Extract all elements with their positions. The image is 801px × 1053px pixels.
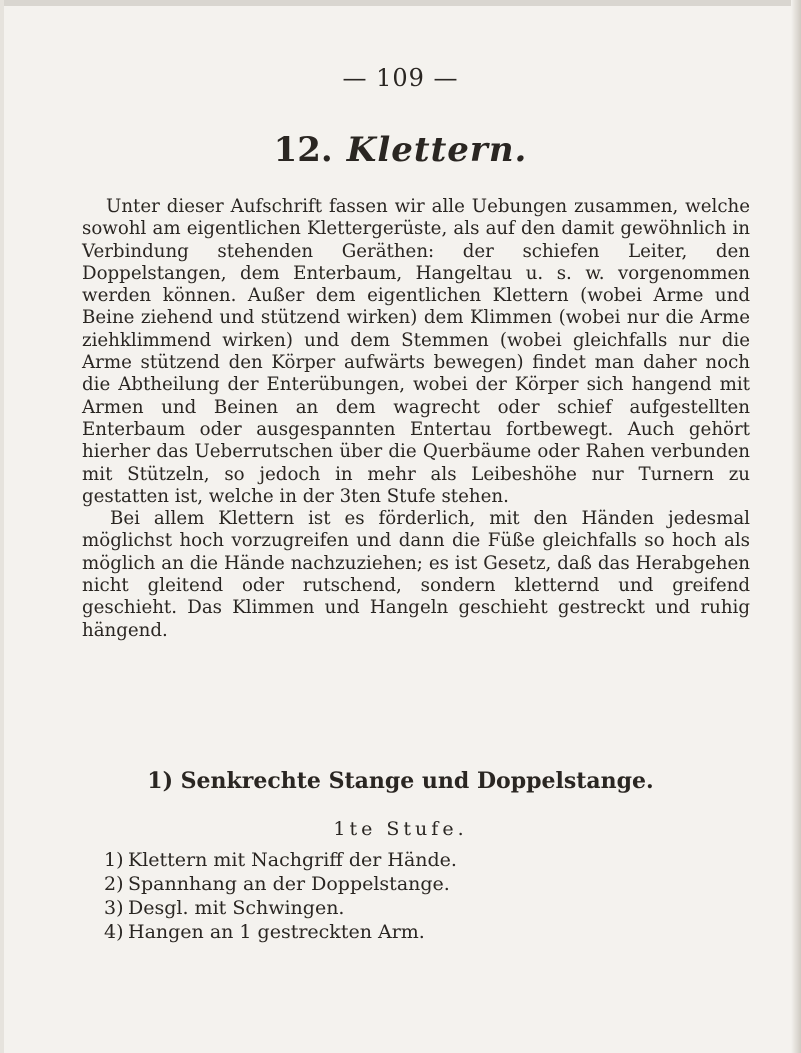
list-item-number: 2) (104, 873, 124, 895)
exercise-list (104, 848, 704, 944)
list-item-text: Hangen an 1 gestreckten Arm. (128, 921, 425, 943)
chapter-heading (0, 130, 801, 170)
list-item (104, 848, 704, 872)
paragraph-1: Unter dieser Aufschrift fassen wir alle Uebungen zusammen, welche sowohl am eigentlichen Klettergerüste, als auf den damit gewöhnlich in Verbindung stehenden Geräthen: der schiefen Leiter, den Doppelstangen, dem Enterbaum, Hangeltau u. s. w. vorgenommen werden können. Außer dem eigentlichen Klettern (wobei Arme und Beine ziehend und stützend wirken) dem Klimmen (wobei nur die Arme ziehklimmend wirken) und dem Stemmen (wobei gleichfalls nur die Arme stützend den Körper aufwärts bewegen) findet man daher noch die Abtheilung der Enterübungen, wobei der Körper sich hangend mit Armen und Beinen an dem wagrecht oder schief aufgestellten Enterbaum oder ausgespannten Entertau fortbewegt. Auch gehört hierher das Ueberrutschen über die Querbäume oder Rahen verbunden mit Stützeln, so jedoch in mehr als Leibeshöhe nur Turnern zu gestatten ist, welche in der 3ten Stufe stehen. (82, 196, 750, 507)
stage-label: 1te Stufe. (333, 818, 468, 840)
list-item-number: 3) (104, 897, 124, 919)
list-item (104, 920, 704, 944)
list-item-text: Klettern mit Nachgriff der Hände. (128, 849, 457, 871)
list-item-number: 1) (104, 849, 124, 871)
list-item-number: 4) (104, 921, 124, 943)
chapter-title: Klettern. (346, 130, 528, 170)
page-number: — 109 — (342, 64, 459, 92)
list-item (104, 896, 704, 920)
section-heading: 1) Senkrechte Stange und Doppelstange. (147, 768, 654, 794)
body-text (82, 196, 750, 642)
list-item-text: Spannhang an der Doppelstange. (128, 873, 450, 895)
page-edge-top (0, 0, 801, 6)
chapter-number: 12. (273, 130, 333, 170)
list-item-text: Desgl. mit Schwingen. (128, 897, 345, 919)
list-item (104, 872, 704, 896)
paragraph-2: Bei allem Klettern ist es förderlich, mit den Händen jedesmal möglichst hoch vorzugreifen und dann die Füße gleichfalls so hoch als möglich an die Hände nachzuziehen; es ist Gesetz, daß das Herabgehen nicht gleitend oder rutschend, sondern kletternd und greifend geschieht. Das Klimmen und Hangeln geschieht gestreckt und ruhig hängend. (82, 508, 750, 641)
